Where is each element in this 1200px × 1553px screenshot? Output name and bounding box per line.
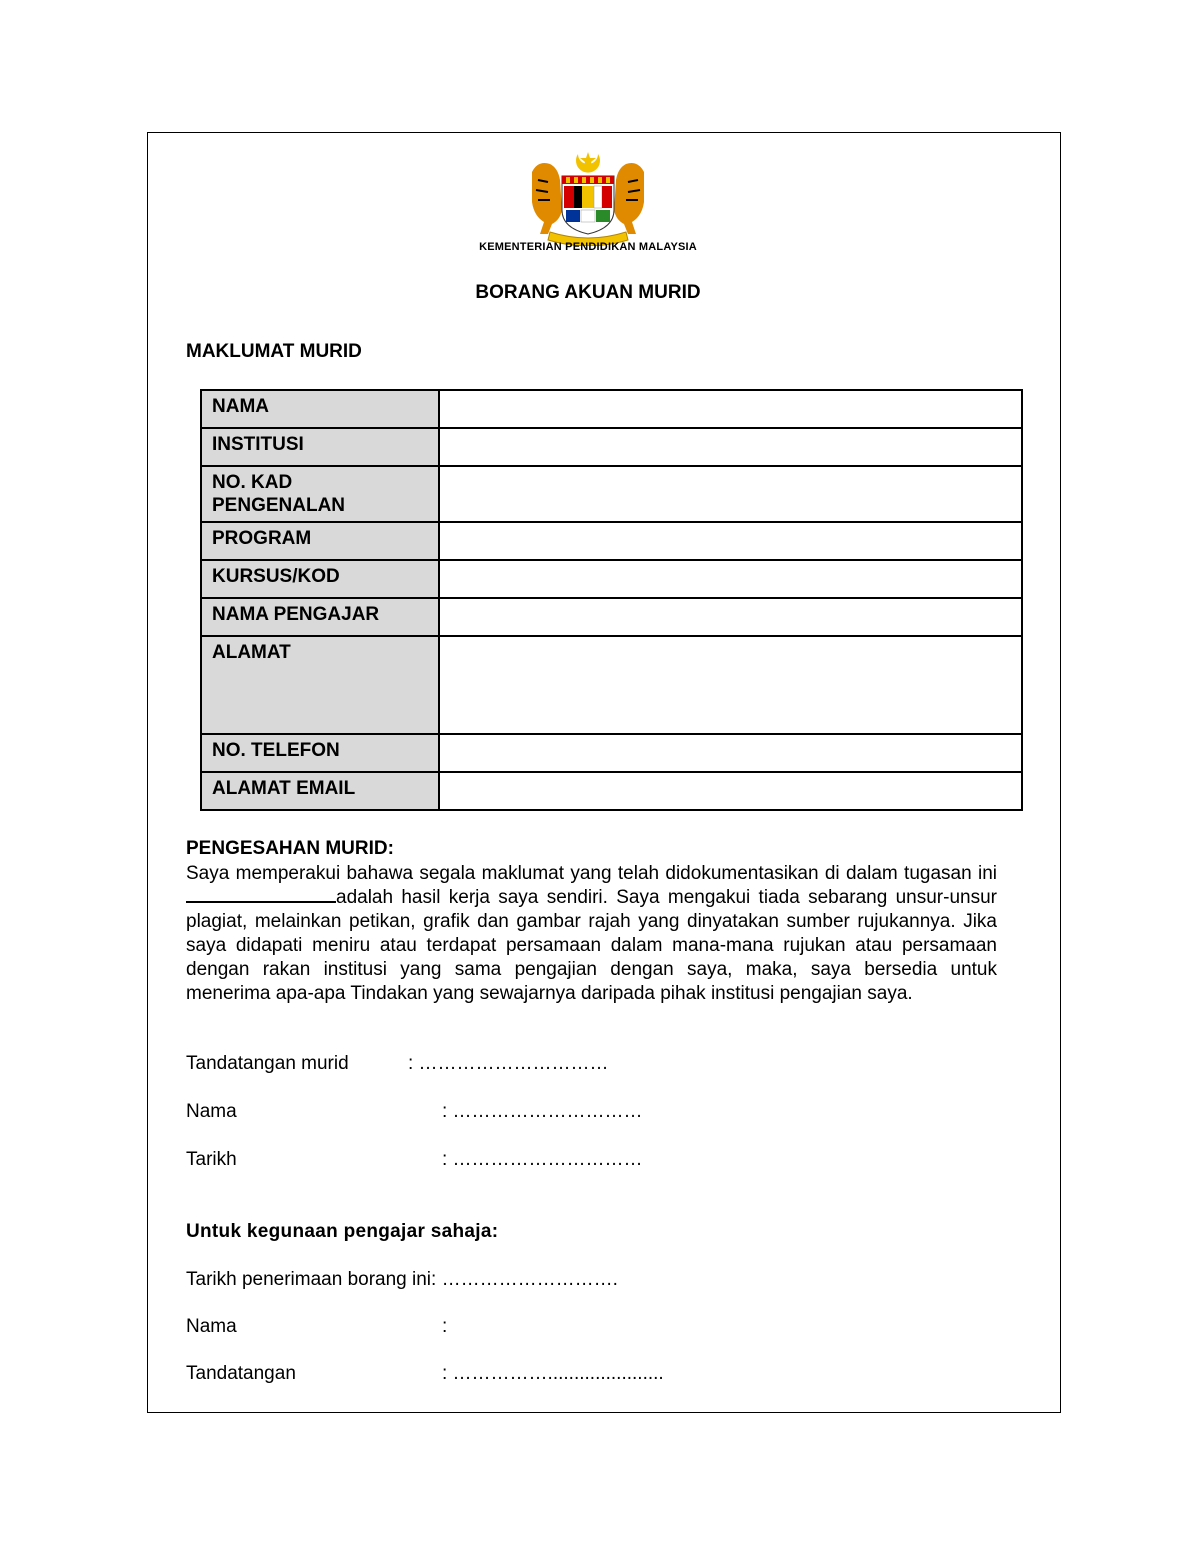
statement-part-1: Saya memperakui bahawa segala maklumat yang telah didokumentasikan di dalam tugasan ini [186, 863, 997, 884]
table-row [201, 560, 1022, 598]
table-row [201, 598, 1022, 636]
student-info-heading: MAKLUMAT MURID [186, 341, 362, 362]
row-label: NAMA PENGAJAR [201, 598, 439, 636]
received-date-row[interactable]: Tarikh penerimaan borang ini: ………………………. [186, 1269, 618, 1290]
confirmation-statement [186, 862, 997, 1006]
table-row [201, 390, 1022, 428]
address-field[interactable] [439, 636, 1022, 734]
id-card-field[interactable] [439, 466, 1022, 522]
student-name-value[interactable]: : ………………………… [442, 1101, 643, 1122]
row-label: KURSUS/KOD [201, 560, 439, 598]
row-label: INSTITUSI [201, 428, 439, 466]
table-row [201, 734, 1022, 772]
email-field[interactable] [439, 772, 1022, 810]
row-label: ALAMAT EMAIL [201, 772, 439, 810]
row-label: NO. KAD PENGENALAN [201, 466, 439, 522]
malaysia-coat-of-arms-logo [526, 150, 650, 246]
name-field[interactable] [439, 390, 1022, 428]
form-title: BORANG AKUAN MURID [475, 282, 701, 303]
student-date-value[interactable]: : ………………………… [442, 1149, 643, 1170]
row-label: NO. TELEFON [201, 734, 439, 772]
teacher-use-heading: Untuk kegunaan pengajar sahaja: [186, 1221, 499, 1242]
table-row [201, 522, 1022, 560]
student-date-row [186, 1149, 643, 1171]
assignment-blank-line[interactable] [186, 887, 336, 903]
table-row [201, 636, 1022, 734]
student-signature-value[interactable]: : ………………………… [408, 1053, 609, 1074]
confirmation-heading: PENGESAHAN MURID: [186, 838, 394, 859]
teacher-name-row [186, 1316, 448, 1338]
statement-part-2: adalah hasil kerja saya sendiri. Saya mengakui tiada sebarang unsur-unsur plagiat, melainkan petikan, grafik dan gambar rajah yang dinyatakan sumber rujukannya. Jika saya didapati meniru atau terdapat persamaan dalam mana-mana rujukan atau persamaan dengan rakan institusi yang sama pengajian dengan saya, maka, saya bersedia untuk menerima apa-apa Tindakan yang sewajarnya daripada pihak institusi pengajian saya. [186, 887, 997, 1004]
row-label: NAMA [201, 390, 439, 428]
table-row [201, 772, 1022, 810]
field-label: Nama [186, 1316, 237, 1337]
phone-field[interactable] [439, 734, 1022, 772]
program-field[interactable] [439, 522, 1022, 560]
row-label: ALAMAT [201, 636, 439, 734]
course-code-field[interactable] [439, 560, 1022, 598]
table-row [201, 428, 1022, 466]
row-label: PROGRAM [201, 522, 439, 560]
student-info-table [200, 389, 1023, 811]
field-label: Tandatangan [186, 1363, 296, 1384]
ministry-name: KEMENTERIAN PENDIDIKAN MALAYSIA [479, 241, 697, 253]
field-label: Tandatangan murid [186, 1053, 349, 1074]
table-row [201, 466, 1022, 522]
teacher-name-field[interactable] [439, 598, 1022, 636]
teacher-signature-value[interactable]: : ……………...................... [442, 1363, 664, 1384]
teacher-signature-row [186, 1363, 664, 1385]
student-name-row [186, 1101, 643, 1123]
student-signature-row [186, 1053, 609, 1075]
institution-field[interactable] [439, 428, 1022, 466]
field-label: Tarikh [186, 1149, 237, 1170]
field-label: Nama [186, 1101, 237, 1122]
teacher-name-value[interactable]: : [442, 1316, 448, 1337]
